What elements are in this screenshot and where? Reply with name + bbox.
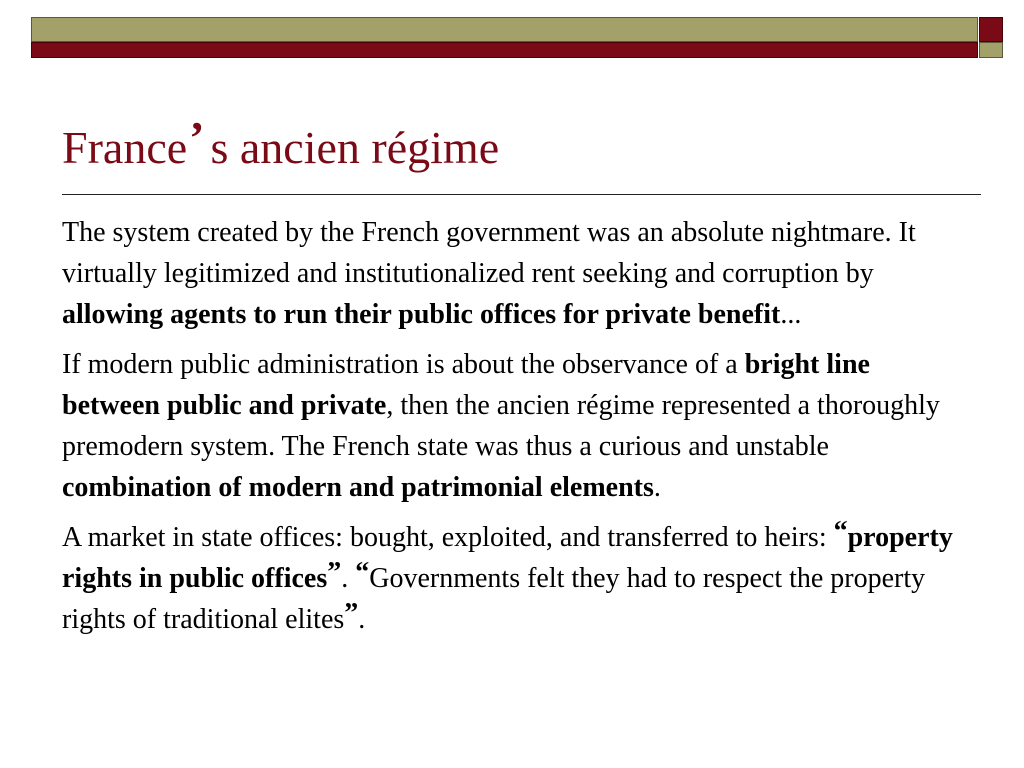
p3-text-4: .: [358, 604, 366, 635]
title-apostrophe: ’: [189, 112, 205, 163]
p1-bold-1: allowing agents to run their public offices for private benefit: [62, 299, 781, 330]
p3-text-1: A market in state offices: bought, exploited, and transferred to heirs:: [62, 522, 834, 553]
p1-text-2: ...: [780, 299, 802, 330]
p1-text-1: The system created by the French government was an absolute nightmare. It virtually legitimized and institutionalized rent seeking and corruption by: [62, 217, 916, 289]
p3-close-quote-1: ”: [327, 557, 342, 588]
p3-open-quote-1: “: [833, 516, 848, 547]
slide-title: [62, 112, 500, 175]
p3-text-3: Governments felt they had to respect the property rights of traditional elites: [62, 563, 926, 635]
p3-close-quote-2: ”: [344, 598, 359, 629]
p3-open-quote-2: “: [355, 557, 370, 588]
p2-text-2: , then the ancien régime represented a thoroughly premodern system. The French state was thus a curious and unstable: [62, 390, 940, 462]
title-part-rest: s ancien régime: [210, 122, 500, 173]
title-divider: [62, 194, 981, 195]
p3-bold-1: property rights in public offices: [62, 522, 953, 594]
title-part-france: France: [62, 122, 188, 173]
p2-text-3: .: [653, 472, 661, 503]
p2-text-1: If modern public administration is about the observance of a: [62, 349, 745, 380]
paragraph-3: [62, 517, 967, 640]
header-maroon-square: [979, 17, 1003, 42]
p2-bold-1: bright line between public and private: [62, 349, 870, 421]
paragraph-1: [62, 212, 967, 335]
header-olive-bar: [31, 17, 978, 42]
header-maroon-bar: [31, 42, 978, 58]
header-olive-square: [979, 42, 1003, 58]
slide-body: [62, 212, 967, 649]
paragraph-2: [62, 344, 967, 508]
p2-bold-2: combination of modern and patrimonial elements: [62, 472, 654, 503]
p3-text-2: .: [341, 563, 356, 594]
